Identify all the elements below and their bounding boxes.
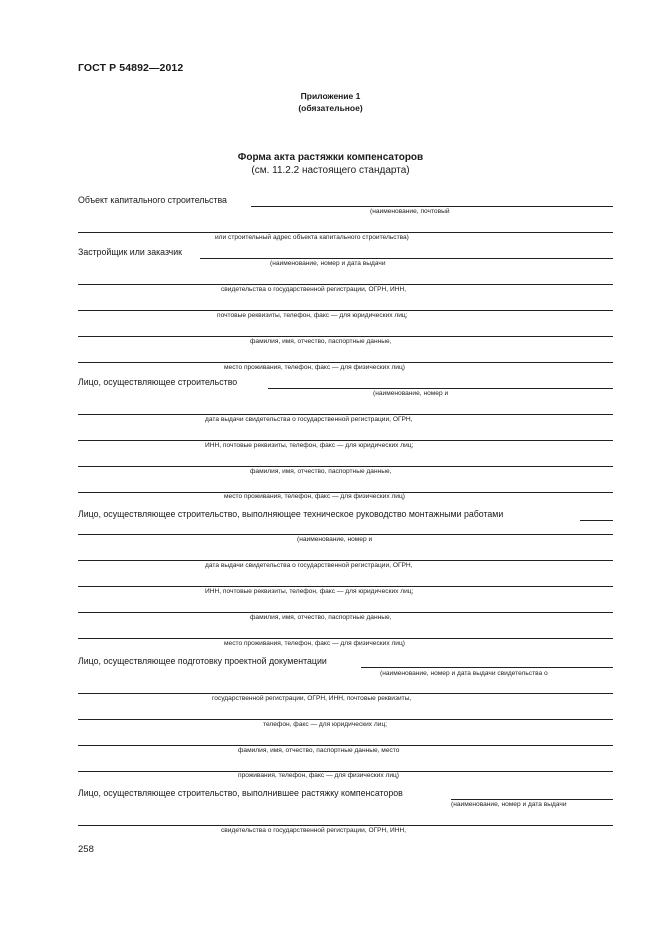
- developer-caption-5: место проживания, телефон, факс — для физических лиц): [224, 364, 405, 371]
- executor-caption-2: свидетельства о государственной регистрации, ОГРН, ИНН,: [221, 827, 407, 834]
- designer-line-3[interactable]: [78, 706, 613, 720]
- builder-input-line[interactable]: [268, 388, 613, 389]
- form-reference: (см. 11.2.2 настоящего стандарта): [251, 165, 410, 176]
- object-field[interactable]: [78, 193, 613, 207]
- developer-line-4[interactable]: [78, 323, 613, 337]
- designer-caption-2: государственной регистрации, ОГРН, ИНН, почтовые реквизиты,: [212, 695, 412, 702]
- builder-caption-5: место проживания, телефон, факс — для физических лиц): [224, 493, 405, 500]
- executor-field[interactable]: [78, 786, 613, 800]
- supervisor-line-3[interactable]: [78, 547, 613, 561]
- supervisor-line-2[interactable]: [78, 521, 613, 535]
- executor-line-2[interactable]: [78, 812, 613, 826]
- appendix-title: Приложение 1: [300, 91, 361, 101]
- developer-line-5[interactable]: [78, 349, 613, 363]
- builder-label: Лицо, осуществляющее строительство: [78, 377, 238, 387]
- designer-field[interactable]: [78, 654, 613, 668]
- developer-caption-4: фамилия, имя, отчество, паспортные данные,: [250, 338, 392, 345]
- object-caption-1: (наименование, почтовый: [370, 208, 450, 215]
- object-label: Объект капитального строительства: [78, 195, 227, 205]
- supervisor-field[interactable]: [78, 507, 613, 521]
- builder-caption-3: ИНН, почтовые реквизиты, телефон, факс — для юридических лиц;: [205, 442, 414, 449]
- builder-line-2[interactable]: [78, 401, 613, 415]
- developer-caption-1: (наименование, номер и дата выдачи: [270, 260, 386, 267]
- supervisor-caption-2: дата выдачи свидетельства о государственной регистрации, ОГРН,: [205, 562, 413, 569]
- object-line-2[interactable]: [78, 219, 613, 233]
- developer-caption-2: свидетельства о государственной регистрации, ОГРН, ИНН,: [221, 286, 407, 293]
- developer-line-3[interactable]: [78, 297, 613, 311]
- supervisor-label: Лицо, осуществляющее строительство, выполняющее техническое руководство монтажными работами: [78, 509, 504, 519]
- developer-caption-3: почтовые реквизиты, телефон, факс — для юридических лиц;: [217, 312, 408, 319]
- designer-caption-1: (наименование, номер и дата выдачи свидетельства о: [380, 670, 548, 677]
- supervisor-line-4[interactable]: [78, 573, 613, 587]
- builder-line-5[interactable]: [78, 479, 613, 493]
- developer-field[interactable]: [78, 245, 613, 259]
- developer-line-2[interactable]: [78, 271, 613, 285]
- designer-caption-4: фамилия, имя, отчество, паспортные данные, место: [238, 747, 400, 754]
- designer-input-line[interactable]: [361, 667, 613, 668]
- designer-caption-3: телефон, факс — для юридических лиц;: [263, 721, 388, 728]
- appendix-subtitle: (обязательное): [298, 103, 363, 113]
- standard-header: ГОСТ Р 54892—2012: [78, 62, 184, 74]
- developer-label: Застройщик или заказчик: [78, 247, 183, 257]
- designer-caption-5: проживания, телефон, факс — для физических лиц): [238, 772, 400, 779]
- object-input-line[interactable]: [251, 206, 613, 207]
- designer-line-2[interactable]: [78, 680, 613, 694]
- supervisor-line-5[interactable]: [78, 599, 613, 613]
- executor-label: Лицо, осуществляющее строительство, выполнившее растяжку компенсаторов: [78, 788, 403, 798]
- developer-input-line[interactable]: [200, 258, 613, 259]
- supervisor-caption-5: место проживания, телефон, факс — для физических лиц): [224, 640, 405, 647]
- executor-caption-1: (наименование, номер и дата выдачи: [451, 801, 567, 808]
- executor-input-line[interactable]: [451, 799, 613, 800]
- builder-caption-2: дата выдачи свидетельства о государственной регистрации, ОГРН,: [205, 416, 413, 423]
- builder-caption-4: фамилия, имя, отчество, паспортные данные,: [250, 468, 392, 475]
- designer-line-4[interactable]: [78, 732, 613, 746]
- supervisor-caption-1: (наименование, номер и: [297, 536, 373, 543]
- form-title: Форма акта растяжки компенсаторов: [237, 152, 424, 163]
- supervisor-caption-4: фамилия, имя, отчество, паспортные данные,: [250, 614, 392, 621]
- designer-line-5[interactable]: [78, 758, 613, 772]
- builder-field[interactable]: [78, 375, 613, 389]
- supervisor-line-6[interactable]: [78, 625, 613, 639]
- builder-line-4[interactable]: [78, 453, 613, 467]
- builder-line-3[interactable]: [78, 427, 613, 441]
- object-caption-2: или строительный адрес объекта капитального строительства): [215, 234, 409, 241]
- page-number: 258: [78, 844, 94, 855]
- supervisor-caption-3: ИНН, почтовые реквизиты, телефон, факс — для юридических лиц;: [205, 588, 414, 595]
- builder-caption-1: (наименование, номер и: [373, 390, 449, 397]
- designer-label: Лицо, осуществляющее подготовку проектной документации: [78, 656, 327, 666]
